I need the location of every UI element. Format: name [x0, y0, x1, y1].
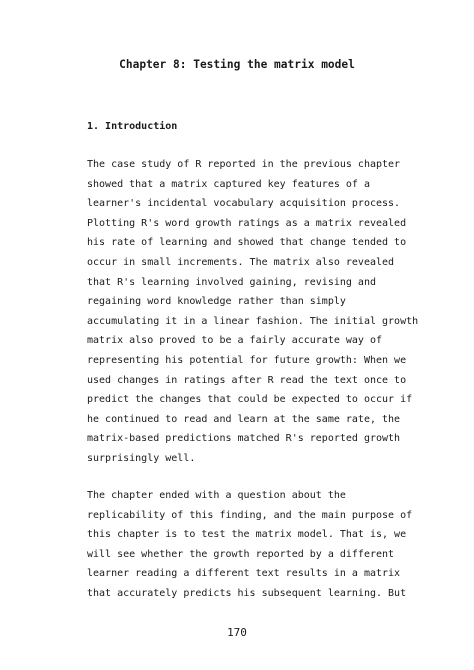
paragraph-line: that R's learning involved gaining, revising and: [87, 276, 376, 288]
paragraph-line: representing his potential for future growth: When we: [87, 354, 407, 366]
paragraph-line: Plotting R's word growth ratings as a matrix revealed: [87, 217, 407, 229]
paragraph-1: [87, 155, 418, 469]
paragraph-line: learner's incidental vocabulary acquisition process.: [87, 198, 401, 210]
paragraph-line: that accurately predicts his subsequent learning. But: [87, 587, 407, 599]
chapter-title: Chapter 8: Testing the matrix model: [119, 58, 355, 71]
paragraph-2: [87, 486, 412, 604]
paragraph-line: learner reading a different text results in a matrix: [87, 568, 401, 580]
paragraph-line: regaining word knowledge rather than simply: [87, 296, 346, 308]
paragraph-line: surprisingly well.: [87, 452, 196, 464]
paragraph-line: occur in small increments. The matrix also revealed: [87, 256, 395, 268]
paragraph-line: this chapter is to test the matrix model. That is, we: [87, 529, 407, 541]
paragraph-line: matrix also proved to be a fairly accurate way of: [87, 335, 383, 347]
paragraph-line: showed that a matrix captured key features of a: [87, 178, 370, 190]
paragraph-line: used changes in ratings after R read the text once to: [87, 374, 407, 386]
paragraph-line: replicability of this finding, and the main purpose of: [87, 509, 413, 521]
paragraph-line: The case study of R reported in the previous chapter: [87, 159, 401, 170]
paragraph-line: matrix-based predictions matched R's reported growth: [87, 433, 401, 445]
paragraph-line: accumulating it in a linear fashion. The initial growth: [87, 315, 419, 327]
paragraph-line: predict the changes that could be expected to occur if: [87, 394, 413, 406]
paragraph-line: he continued to read and learn at the same rate, the: [87, 413, 401, 425]
page-number: 170: [227, 626, 247, 639]
section-heading: 1. Introduction: [87, 121, 178, 132]
paragraph-line: will see whether the growth reported by a different: [87, 548, 395, 560]
paragraph-line: The chapter ended with a question about the: [87, 490, 346, 501]
paragraph-line: his rate of learning and showed that change tended to: [87, 237, 407, 249]
